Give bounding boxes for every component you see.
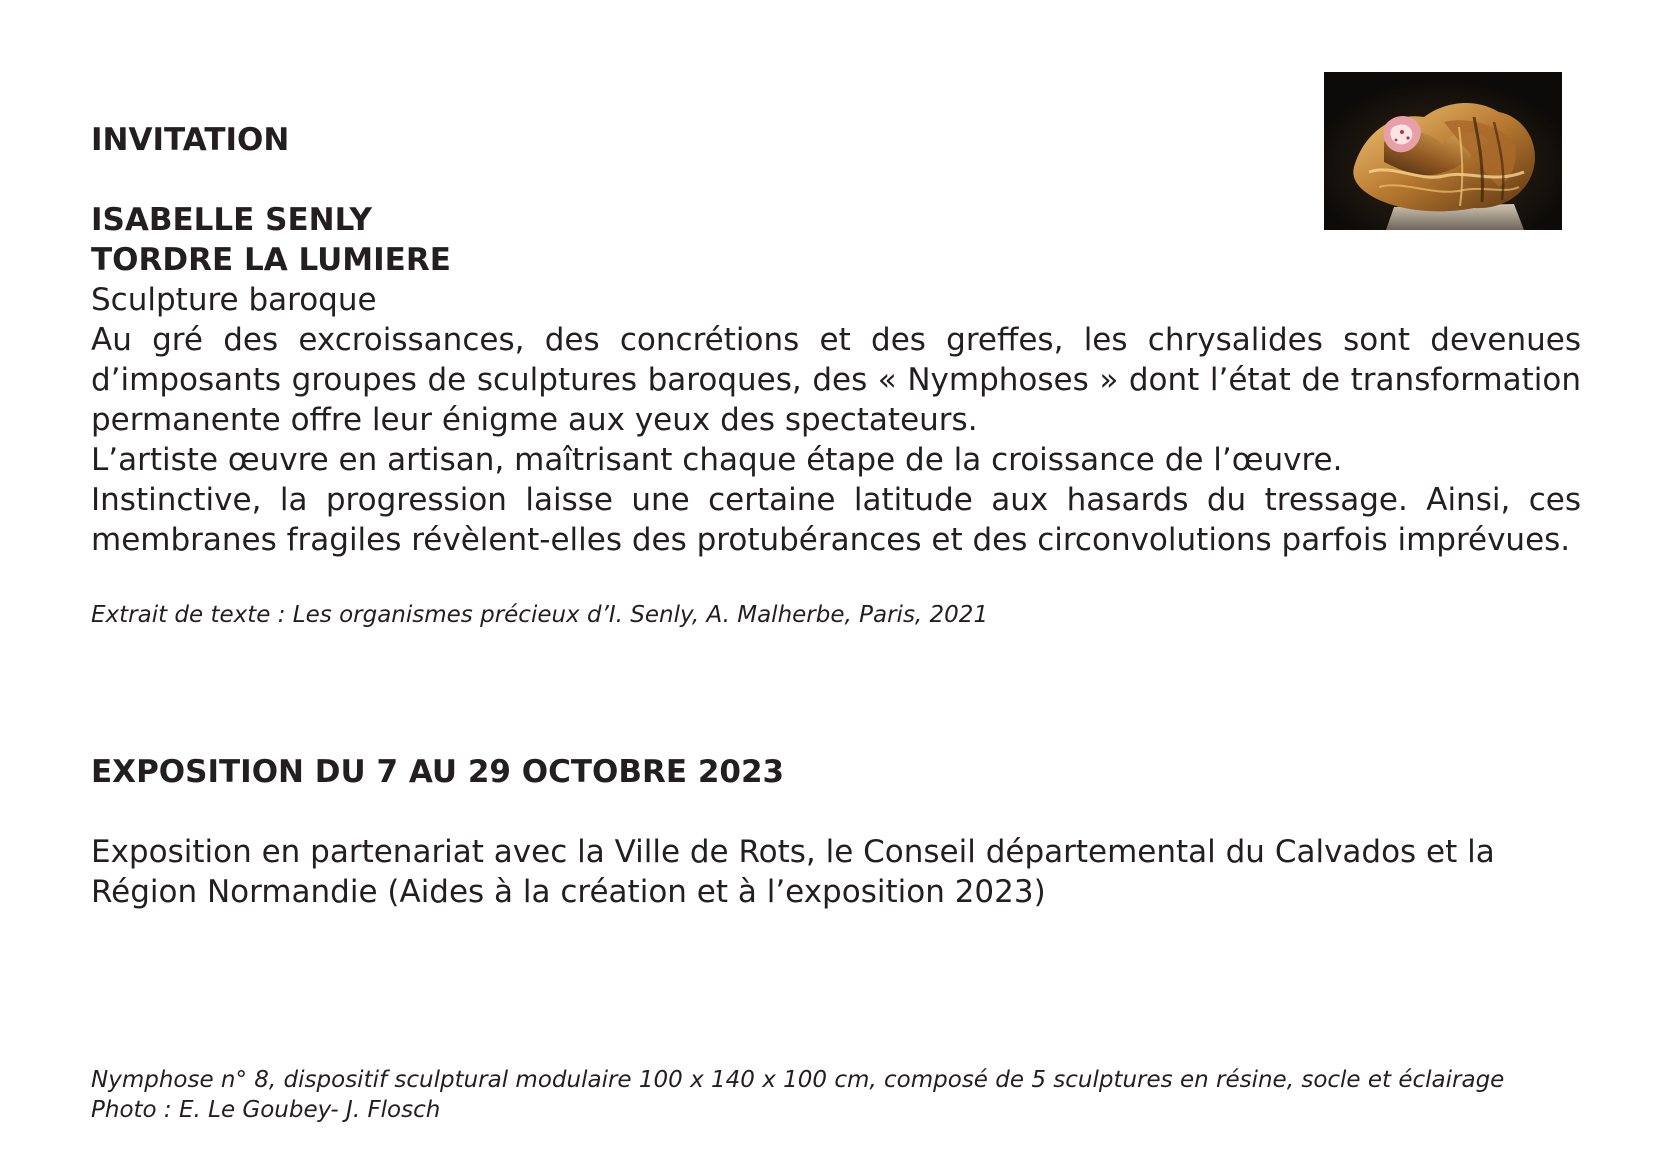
description-paragraph: Au gré des excroissances, des concrétions et des greffes, les chrysalides sont devenues d’imposants groupes de sculptures baroques, des « Nymphoses » dont l’état de transformation permanente offre leur énigme aux yeux des spectateurs. — [91, 322, 1581, 438]
photo-credit: Photo : E. Le Goubey- J. Flosch — [91, 1097, 441, 1123]
exhibition-subtitle: Sculpture baroque — [91, 282, 377, 318]
exhibition-title: TORDRE LA LUMIERE — [91, 242, 451, 278]
description-paragraph: Instinctive, la progression laisse une certaine latitude aux hasards du tressage. Ainsi, ces membranes fragiles révèlent-elles des protubérances et des circonvolutions parfois imprévues. — [91, 482, 1581, 558]
artwork-caption: Nymphose n° 8, dispositif sculptural modulaire 100 x 140 x 100 cm, composé de 5 sculptures en résine, socle et éclairage — [91, 1067, 1505, 1093]
artist-name: ISABELLE SENLY — [91, 202, 372, 238]
description-text — [91, 320, 1581, 560]
exhibition-dates: EXPOSITION DU 7 AU 29 OCTOBRE 2023 — [91, 754, 785, 790]
invitation-label: INVITATION — [91, 122, 290, 158]
sculpture-image — [1324, 72, 1562, 230]
citation: Extrait de texte : Les organismes précieux d’I. Senly, A. Malherbe, Paris, 2021 — [91, 602, 989, 628]
partnership-text: Exposition en partenariat avec la Ville de Rots, le Conseil départemental du Calvados et la Région Normandie (Aides à la création et à l’exposition 2023) — [91, 834, 1495, 910]
sculpture-photo — [1324, 72, 1562, 230]
description-paragraph: L’artiste œuvre en artisan, maîtrisant chaque étape de la croissance de l’œuvre. — [91, 442, 1343, 478]
